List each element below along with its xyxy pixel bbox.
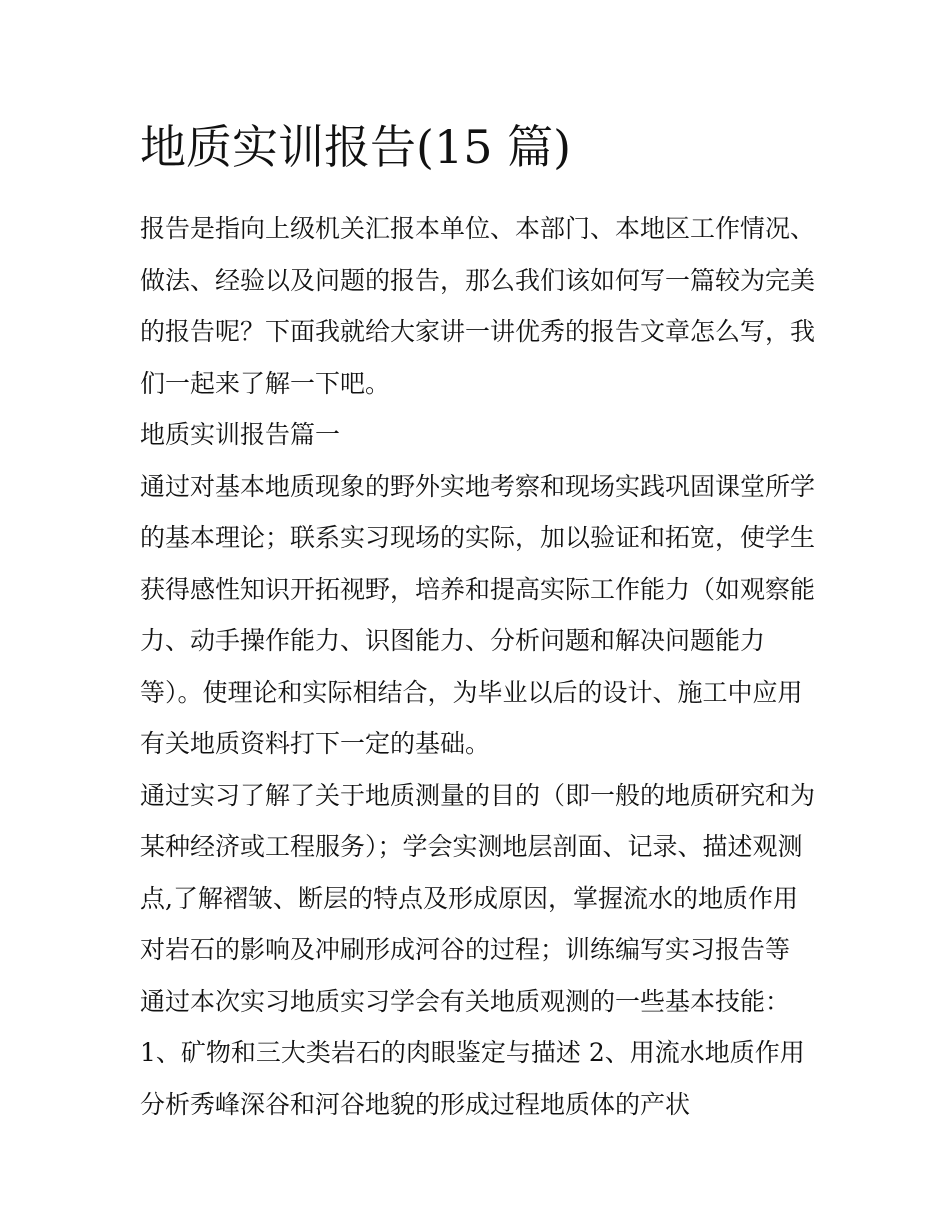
body-line: 报告是指向上级机关汇报本单位、本部门、本地区工作情况、: [140, 214, 816, 243]
body-line: 通过实习了解了关于地质测量的目的（即一般的地质研究和为: [140, 780, 816, 810]
body-line: 对岩石的影响及冲刷形成河谷的过程；训练编写实习报告等: [140, 935, 791, 964]
section-heading: 地质实训报告篇一: [140, 420, 341, 449]
document-title: 地质实训报告(15 篇): [140, 120, 572, 174]
body-line: 1、矿物和三大类岩石的肉眼鉴定与描述 2、用流水地质作用: [140, 1038, 805, 1067]
body-line: 通过本次实习地质实习学会有关地质观测的一些基本技能：: [140, 986, 791, 1016]
document-page: [140, 112, 820, 1130]
document-body: [140, 203, 820, 1130]
body-line: 获得感性知识开拓视野，培养和提高实际工作能力（如观察能: [140, 574, 816, 604]
body-line: 的报告呢？下面我就给大家讲一讲优秀的报告文章怎么写，我: [140, 317, 816, 346]
body-line: 力、动手操作能力、识图能力、分析问题和解决问题能力: [140, 626, 766, 655]
body-line: 通过对基本地质现象的野外实地考察和现场实践巩固课堂所学: [140, 471, 816, 501]
body-line: 某种经济或工程服务）；学会实测地层剖面、记录、描述观测: [140, 832, 803, 861]
body-line: 分析秀峰深谷和河谷地貌的形成过程地质体的产状: [140, 1089, 691, 1119]
body-line: 有关地质资料打下一定的基础。: [140, 729, 491, 758]
body-line: 做法、经验以及问题的报告，那么我们该如何写一篇较为完美: [140, 265, 816, 295]
body-line: 的基本理论；联系实习现场的实际，加以验证和拓宽，使学生: [140, 523, 816, 552]
body-line: 等）。使理论和实际相结合，为毕业以后的设计、施工中应用: [140, 677, 803, 707]
body-line: 们一起来了解一下吧。: [140, 368, 391, 398]
body-line: 点,了解褶皱、断层的特点及形成原因，掌握流水的地质作用: [140, 883, 798, 913]
